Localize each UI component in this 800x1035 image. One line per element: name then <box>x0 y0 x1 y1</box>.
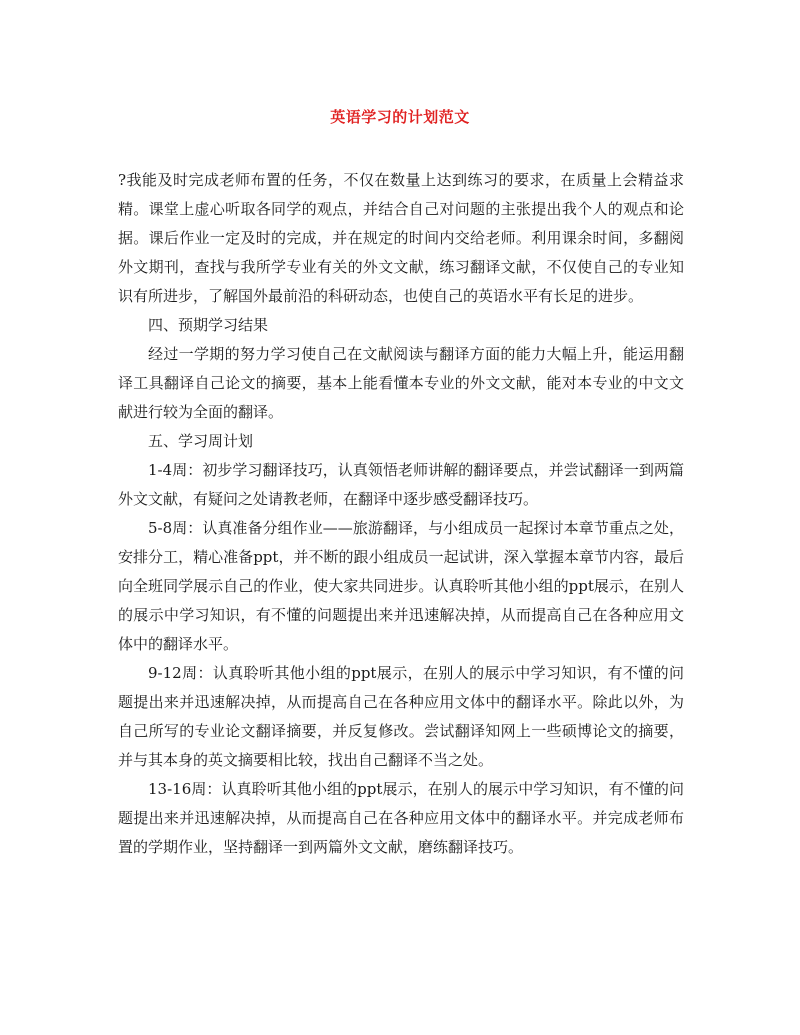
section-heading-weekly-plan: 五、学习周计划 <box>148 432 254 450</box>
paragraph-weeks-1-4: 1-4周：初步学习翻译技巧，认真领悟老师讲解的翻译要点，并尝试翻译一到两篇外文文献，有疑问之处请教老师，在翻译中逐步感受翻译技巧。 <box>118 461 684 508</box>
document-body <box>118 166 684 862</box>
paragraph-expected-results: 经过一学期的努力学习使自己在文献阅读与翻译方面的能力大幅上升，能运用翻译工具翻译自己论文的摘要，基本上能看懂本专业的外文文献，能对本专业的中文文献进行较为全面的翻译。 <box>118 345 684 421</box>
paragraph-weeks-9-12: 9-12周：认真聆听其他小组的ppt展示，在别人的展示中学习知识，有不懂的问题提出来并迅速解决掉，从而提高自己在各种应用文体中的翻译水平。除此以外，为自己所写的专业论文翻译摘要，并反复修改。尝试翻译知网上一些硕博论文的摘要，并与其本身的英文摘要相比较，找出自己翻译不当之处。 <box>118 664 684 769</box>
document-title: 英语学习的计划范文 <box>330 108 470 126</box>
paragraph-intro: ?我能及时完成老师布置的任务，不仅在数量上达到练习的要求，在质量上会精益求精。课堂上虚心听取各同学的观点，并结合自己对问题的主张提出我个人的观点和论据。课后作业一定及时的完成，并在规定的时间内交给老师。利用课余时间，多翻阅外文期刊，查找与我所学专业有关的外文文献，练习翻译文献，不仅使自己的专业知识有所进步，了解国外最前沿的科研动态，也使自己的英语水平有长足的进步。 <box>118 171 684 305</box>
paragraph-weeks-13-16: 13-16周：认真聆听其他小组的ppt展示，在别人的展示中学习知识，有不懂的问题提出来并迅速解决掉，从而提高自己在各种应用文体中的翻译水平。并完成老师布置的学期作业，坚持翻译一到两篇外文文献，磨练翻译技巧。 <box>118 780 684 856</box>
paragraph-weeks-5-8: 5-8周：认真准备分组作业——旅游翻译，与小组成员一起探讨本章节重点之处，安排分工，精心准备ppt，并不断的跟小组成员一起试讲，深入掌握本章节内容，最后向全班同学展示自己的作业，使大家共同进步。认真聆听其他小组的ppt展示，在别人的展示中学习知识，有不懂的问题提出来并迅速解决掉，从而提高自己在各种应用文体中的翻译水平。 <box>118 519 684 653</box>
section-heading-expected-results: 四、预期学习结果 <box>148 316 269 334</box>
